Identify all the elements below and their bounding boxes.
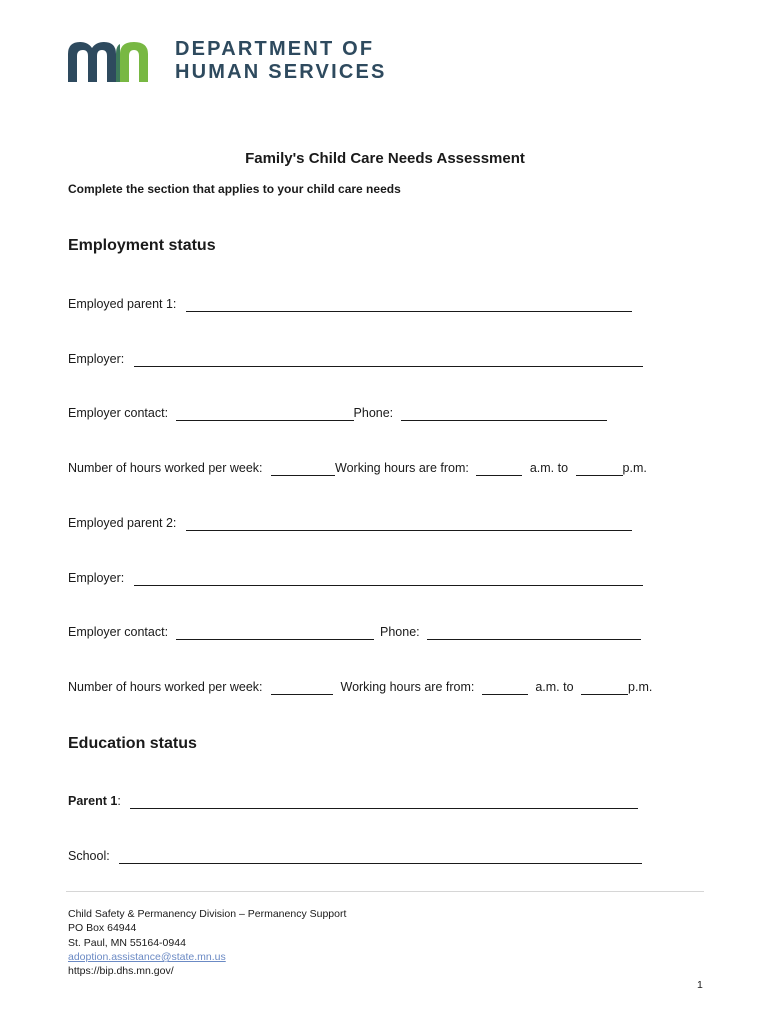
employer-1-field[interactable] — [134, 353, 643, 367]
employed-parent-1-row — [68, 296, 632, 314]
start-time-2-field[interactable] — [482, 681, 528, 695]
employed-parent-1-field[interactable] — [186, 298, 632, 312]
org-name-line2: HUMAN SERVICES — [175, 61, 387, 83]
end-time-2-field[interactable] — [581, 681, 628, 695]
school-row — [68, 848, 642, 866]
hours-2-row — [68, 679, 652, 697]
phone-2-label: Phone: — [380, 625, 420, 639]
employer-contact-2-field[interactable] — [176, 626, 374, 640]
school-field[interactable] — [119, 850, 642, 864]
footer-po-box: PO Box 64944 — [68, 922, 137, 935]
working-hours-2-label: Working hours are from: — [340, 680, 475, 694]
employed-parent-2-label: Employed parent 2: — [68, 516, 177, 530]
education-parent-1-row — [68, 793, 638, 811]
pm-2-label: p.m. — [628, 680, 653, 694]
education-parent-1-field[interactable] — [130, 795, 638, 809]
am-to-2-label: a.m. to — [535, 680, 574, 694]
education-parent-1-label: Parent 1 — [68, 794, 118, 808]
footer-division: Child Safety & Permanency Division – Permanency Support — [68, 908, 347, 920]
hours-per-week-2-label: Number of hours worked per week: — [68, 680, 263, 694]
phone-1-label: Phone: — [353, 406, 394, 420]
education-heading: Education status — [68, 735, 197, 752]
employment-heading: Employment status — [68, 237, 216, 254]
page-number: 1 — [697, 979, 703, 991]
hours-per-week-1-field[interactable] — [271, 462, 335, 476]
employer-2-row — [68, 570, 643, 588]
phone-2-field[interactable] — [427, 626, 641, 640]
school-label: School: — [68, 849, 110, 863]
form-subtitle: Complete the section that applies to your child care needs — [68, 182, 401, 196]
start-time-1-field[interactable] — [476, 462, 522, 476]
phone-1-field[interactable] — [401, 407, 607, 421]
employer-contact-2-label: Employer contact: — [68, 625, 169, 639]
footer-divider — [66, 891, 704, 892]
am-to-1-label: a.m. to — [529, 461, 569, 475]
hours-1-row — [68, 460, 647, 478]
end-time-1-field[interactable] — [576, 462, 623, 476]
hours-per-week-2-field[interactable] — [271, 681, 333, 695]
education-parent-1-colon: : — [117, 794, 121, 808]
footer-city: St. Paul, MN 55164-0944 — [68, 936, 186, 949]
employer-2-label: Employer: — [68, 571, 125, 585]
employed-parent-2-row — [68, 515, 632, 533]
footer-email-link[interactable]: adoption.assistance@state.mn.us — [68, 950, 226, 963]
employer-contact-2-row — [68, 624, 641, 642]
employer-contact-1-field[interactable] — [176, 407, 354, 421]
employed-parent-2-field[interactable] — [186, 517, 632, 531]
employer-contact-1-row — [68, 405, 607, 423]
form-title: Family's Child Care Needs Assessment — [245, 150, 525, 167]
working-hours-1-label: Working hours are from: — [335, 461, 469, 475]
pm-1-label: p.m. — [622, 461, 647, 475]
employed-parent-1-label: Employed parent 1: — [68, 297, 177, 311]
employer-contact-1-label: Employer contact: — [68, 406, 169, 420]
employer-2-field[interactable] — [134, 572, 643, 586]
employer-1-row — [68, 351, 643, 369]
dhs-logo — [68, 38, 413, 86]
mn-logo-mark — [68, 38, 168, 86]
org-name-line1: DEPARTMENT OF — [175, 38, 375, 60]
employer-1-label: Employer: — [68, 352, 125, 366]
footer-address — [68, 907, 346, 978]
footer-website: https://bip.dhs.mn.gov/ — [68, 965, 174, 978]
hours-per-week-1-label: Number of hours worked per week: — [68, 461, 263, 475]
